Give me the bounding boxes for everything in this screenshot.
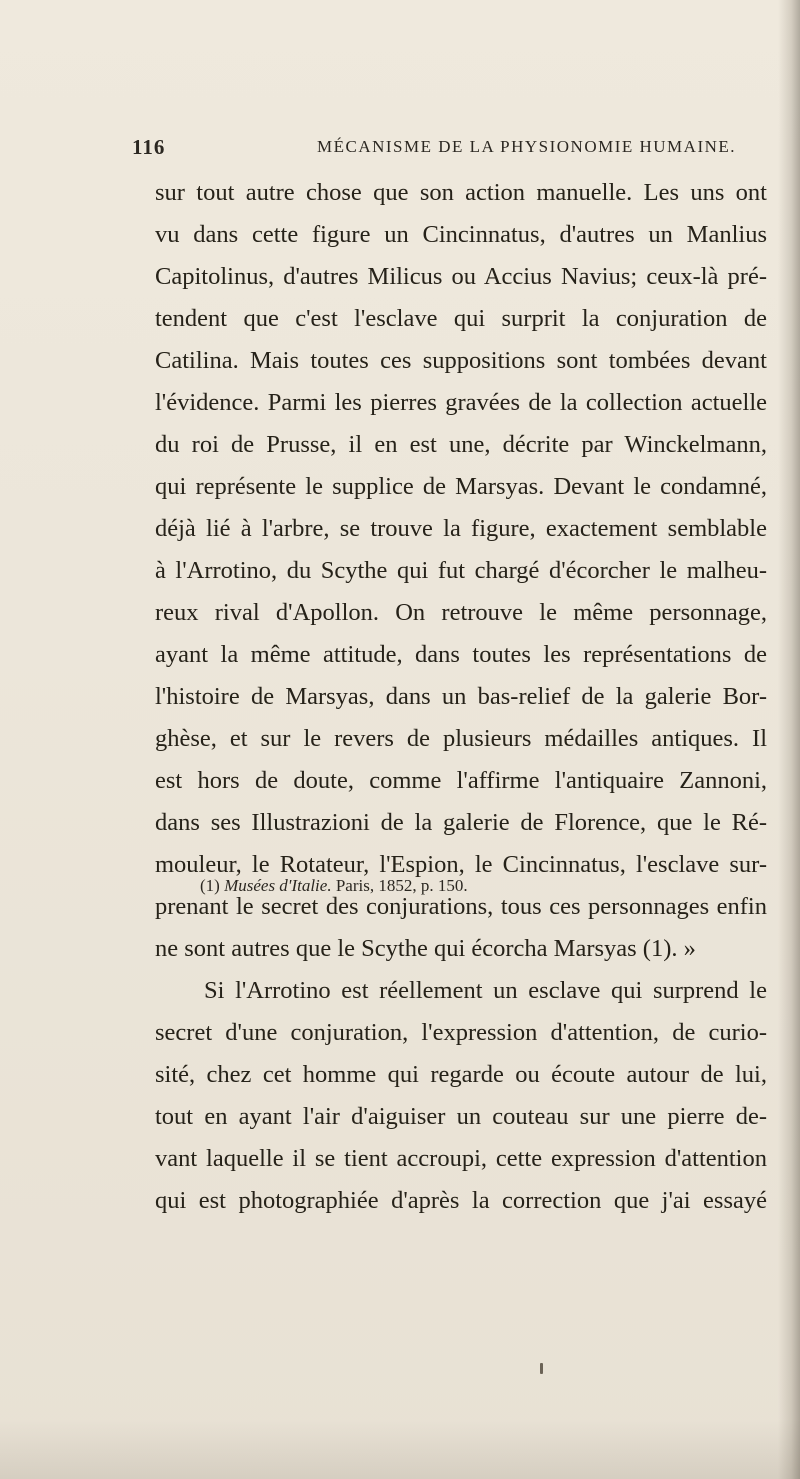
text-line: qui représente le supplice de Marsyas. Devant le condamné,	[155, 473, 767, 500]
text-line: mouleur, le Rotateur, l'Espion, le Cincinnatus, l'esclave sur-	[155, 851, 767, 878]
paper-speck	[540, 1363, 543, 1374]
text-line: dans ses Illustrazioni de la galerie de Florence, que le Ré-	[155, 809, 767, 836]
text-line: vant laquelle il se tient accroupi, cette expression d'attention	[155, 1145, 767, 1172]
text-line: est hors de doute, comme l'affirme l'antiquaire Zannoni,	[155, 767, 767, 794]
text-line: vu dans cette figure un Cincinnatus, d'autres un Manlius	[155, 221, 767, 248]
footnote-details: Paris, 1852, p. 150.	[335, 876, 468, 895]
text-line: déjà lié à l'arbre, se trouve la figure, exactement semblable	[155, 515, 767, 542]
page-number: 116	[132, 135, 166, 159]
page-edge-shadow	[778, 0, 800, 1479]
text-line: Catilina. Mais toutes ces suppositions sont tombées devant	[155, 347, 767, 374]
footnote-marker: (1)	[200, 876, 220, 895]
text-line: Si l'Arrotino est réellement un esclave qui surprend le	[204, 977, 767, 1004]
footnote-work-title: Musées d'Italie.	[224, 876, 332, 895]
body-text	[155, 172, 767, 1222]
text-line: l'histoire de Marsyas, dans un bas-relief de la galerie Bor-	[155, 683, 767, 710]
text-line: secret d'une conjuration, l'expression d'attention, de curio-	[155, 1019, 767, 1046]
text-line: à l'Arrotino, du Scythe qui fut chargé d'écorcher le malheu-	[155, 557, 767, 584]
text-line: tendent que c'est l'esclave qui surprit la conjuration de	[155, 305, 767, 332]
text-line: qui est photographiée d'après la correction que j'ai essayé	[155, 1187, 767, 1214]
text-line: ghèse, et sur le revers de plusieurs médailles antiques. Il	[155, 725, 767, 752]
running-head	[132, 135, 772, 165]
text-line: tout en ayant l'air d'aiguiser un couteau sur une pierre de-	[155, 1103, 767, 1130]
running-title: MÉCANISME DE LA PHYSIONOMIE HUMAINE.	[317, 137, 737, 156]
text-line: l'évidence. Parmi les pierres gravées de la collection actuelle	[155, 389, 767, 416]
footnote	[200, 876, 468, 896]
text-line: sité, chez cet homme qui regarde ou écoute autour de lui,	[155, 1061, 767, 1088]
text-line: ne sont autres que le Scythe qui écorcha Marsyas (1). »	[155, 935, 696, 962]
text-line: reux rival d'Apollon. On retrouve le même personnage,	[155, 599, 767, 626]
text-line: prenant le secret des conjurations, tous ces personnages enfin	[155, 893, 767, 920]
text-line: du roi de Prusse, il en est une, décrite par Winckelmann,	[155, 431, 767, 458]
text-line: Capitolinus, d'autres Milicus ou Accius Navius; ceux-là pré-	[155, 263, 767, 290]
text-line: sur tout autre chose que son action manuelle. Les uns ont	[155, 179, 767, 206]
text-line: ayant la même attitude, dans toutes les représentations de	[155, 641, 767, 668]
page-bottom-shadow	[0, 1419, 800, 1479]
